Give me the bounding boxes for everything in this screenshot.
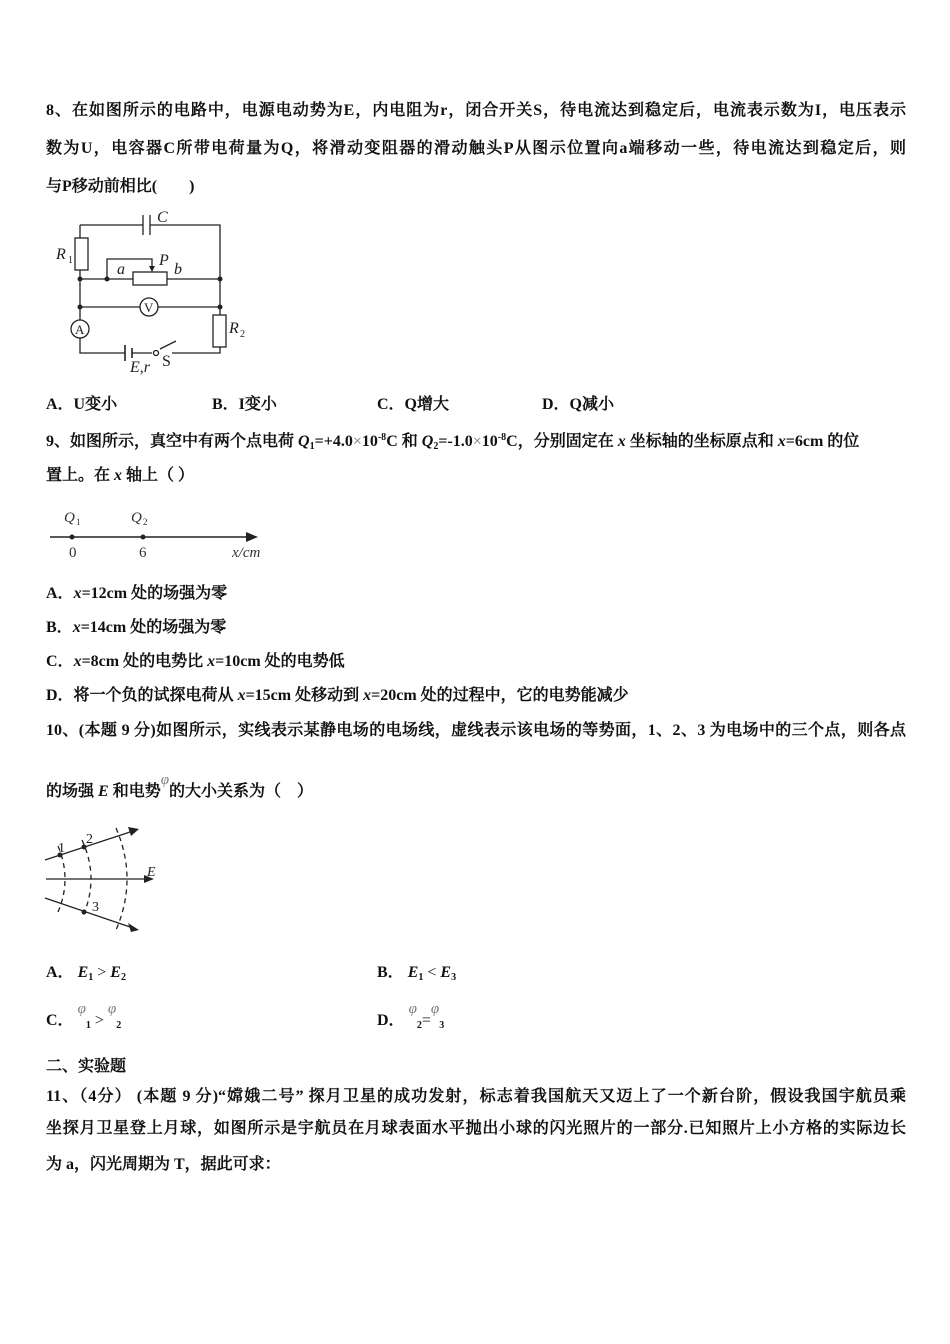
ammeter-label: A (75, 322, 85, 337)
q9-option-c[interactable]: C．x=8cm 处的电势比 x=10cm 处的电势低 (46, 653, 345, 670)
q9-option-d[interactable]: D．将一个负的试探电荷从 x=15cm 处移动到 x=20cm 处的过程中，它的电势能减少 (46, 687, 629, 704)
label-R1-sub: 1 (68, 255, 73, 266)
label-a: a (117, 261, 125, 278)
q8-option-c[interactable]: C．Q增大 (377, 396, 450, 413)
q10-line1: 10、(本题 9 分)如图所示，实线表示某静电场的电场线，虚线表示该电场的等势面，1、2、3 为电场中的三个点，则各点 (46, 722, 906, 739)
q9-line1: 9、如图所示，真空中有两个点电荷 $Q_1=+4.0\times 10^{-8}C$ 和 $Q_2=-1.0\times 10^{-8}C$，分别固定在 x 坐标轴的坐标原点和 x=6cm 的位 (46, 432, 860, 452)
q11-line2: 坐探月卫星登上月球，如图所示是宇航员在月球表面水平抛出小球的闪光照片的一部分.已知照片上小方格的实际边长 (46, 1120, 906, 1137)
label-R1: R (56, 246, 66, 263)
label-S: S (162, 353, 171, 370)
q11-line3: 为 a，闪光周期为 T，据此可求： (46, 1156, 281, 1173)
q10-option-b[interactable]: B． $E_1 < E_3$ (377, 964, 457, 983)
q10-line2: 的场强 E 和电势φ的大小关系为（ ） (46, 772, 314, 800)
q8-option-d[interactable]: D．Q减小 (542, 396, 615, 413)
q11-line1: 11、（4分） (本题 9 分)“嫦娥二号” 探月卫星的成功发射，标志着我国航天又迈上了一个新台阶，假设我国宇航员乘 (46, 1088, 906, 1105)
q9-line2: 置上。在 x 轴上（ ） (46, 467, 195, 484)
q10-option-d[interactable]: D． $\varphi_2=\varphi_3$ (377, 1001, 445, 1031)
q8-line2: 数为U，电容器C所带电荷量为Q，将滑动变阻器的滑动触头P从图示位置向a端移动一些，待电流达到稳定后，则 (46, 140, 906, 157)
q8-option-a[interactable]: A．U变小 (46, 396, 118, 413)
svg-text:1: 1 (76, 517, 81, 527)
label-P: P (159, 252, 169, 269)
voltmeter-label: V (144, 300, 154, 315)
axis-label: x/cm (232, 545, 261, 561)
point-2-label: 2 (86, 832, 93, 847)
q8-line3: 与P移动前相比( ) (46, 178, 195, 195)
q9-option-a[interactable]: A．x=12cm 处的场强为零 (46, 585, 228, 602)
q8-option-b[interactable]: B．I变小 (212, 396, 277, 413)
electric-field-diagram (0, 0, 200, 950)
q10-option-c[interactable]: C． $\varphi_1 > \varphi_2$ (46, 1001, 122, 1031)
q2-label: Q (131, 510, 142, 526)
field-E-label: E (147, 865, 156, 880)
tick-6: 6 (139, 545, 147, 561)
q10-option-a[interactable]: A． $E_1 > E_2$ (46, 964, 126, 983)
label-Er: E,r (130, 359, 150, 376)
label-C: C (157, 209, 168, 226)
label-b: b (174, 261, 182, 278)
point-1-label: 1 (58, 841, 65, 856)
point-3-label: 3 (92, 900, 99, 915)
q8-line1: 8、在如图所示的电路中，电源电动势为E，内电阻为r，闭合开关S，待电流达到稳定后，电流表示数为I，电压表示 (46, 102, 906, 119)
label-R2: R (229, 320, 239, 337)
svg-text:2: 2 (143, 517, 148, 527)
tick-0: 0 (69, 545, 77, 561)
q1-label: Q (64, 510, 75, 526)
q9-option-b[interactable]: B．x=14cm 处的场强为零 (46, 619, 227, 636)
label-R2-sub: 2 (240, 329, 245, 340)
section-heading: 二、实验题 (46, 1058, 127, 1075)
